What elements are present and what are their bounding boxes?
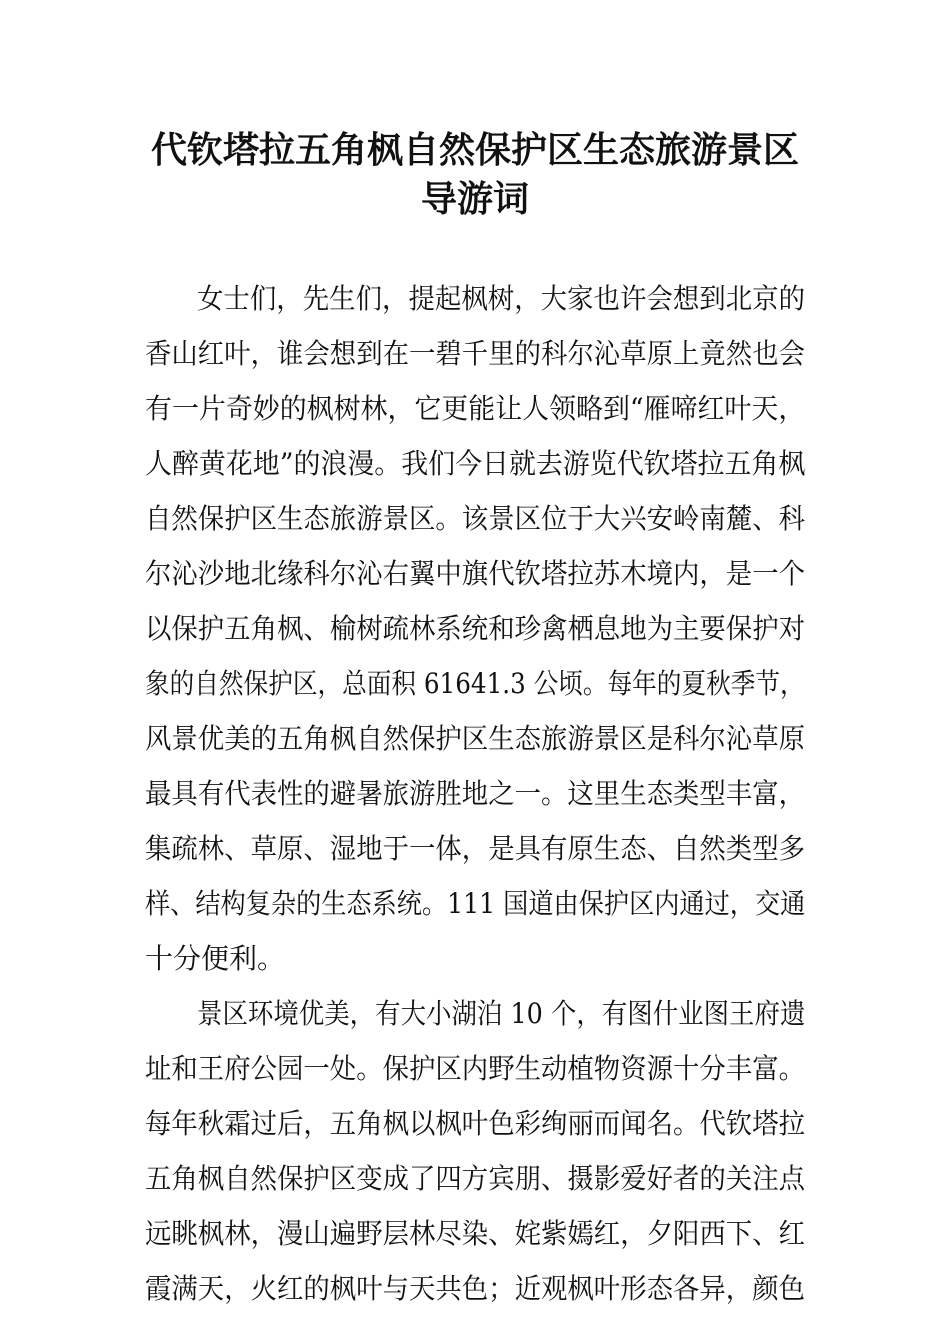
document-title-line-2: 导游词	[420, 179, 529, 220]
paragraph-1-line-12: 样、结构复杂的生态系统。111 国道由保护区内通过，交通	[145, 887, 806, 920]
paragraph-1-line-3: 有一片奇妙的枫树林，它更能让人领略到“雁啼红叶天，	[145, 392, 806, 425]
paragraph-2-line-2: 址和王府公园一处。保护区内野生动植物资源十分丰富。	[145, 1052, 806, 1085]
paragraph-1-line-9: 风景优美的五角枫自然保护区生态旅游景区是科尔沁草原	[145, 722, 806, 755]
paragraph-2-line-1: 景区环境优美，有大小湖泊 10 个，有图什业图王府遗	[197, 997, 806, 1030]
paragraph-1-line-10: 最具有代表性的避暑旅游胜地之一。这里生态类型丰富，	[145, 777, 806, 810]
paragraph-1-line-5: 自然保护区生态旅游景区。该景区位于大兴安岭南麓、科	[145, 502, 806, 535]
paragraph-1-line-2: 香山红叶，谁会想到在一碧千里的科尔沁草原上竟然也会	[145, 337, 806, 370]
paragraph-1-line-11: 集疏林、草原、湿地于一体，是具有原生态、自然类型多	[145, 832, 806, 865]
paragraph-2-line-5: 远眺枫林，漫山遍野层林尽染、姹紫嫣红，夕阳西下、红	[145, 1217, 806, 1250]
paragraph-1-line-6: 尔沁沙地北缘科尔沁右翼中旗代钦塔拉苏木境内，是一个	[145, 557, 806, 590]
paragraph-1-line-7: 以保护五角枫、榆树疏林系统和珍禽栖息地为主要保护对	[145, 612, 806, 645]
paragraph-1-line-4: 人醉黄花地”的浪漫。我们今日就去游览代钦塔拉五角枫	[145, 447, 806, 480]
paragraph-2-line-3: 每年秋霜过后，五角枫以枫叶色彩绚丽而闻名。代钦塔拉	[145, 1107, 806, 1140]
paragraph-2-line-6: 霞满天，火红的枫叶与天共色；近观枫叶形态各异，颜色	[145, 1272, 806, 1305]
paragraph-1-line-1: 女士们，先生们，提起枫树，大家也许会想到北京的	[197, 282, 806, 315]
paragraph-1-line-8: 象的自然保护区，总面积 61641.3 公顷。每年的夏秋季节，	[145, 667, 805, 700]
document-title-line-1: 代钦塔拉五角枫自然保护区生态旅游景区	[150, 130, 799, 171]
paragraph-1-line-13: 十分便利。	[145, 942, 286, 975]
paragraph-2-line-4: 五角枫自然保护区变成了四方宾朋、摄影爱好者的关注点	[145, 1162, 806, 1195]
